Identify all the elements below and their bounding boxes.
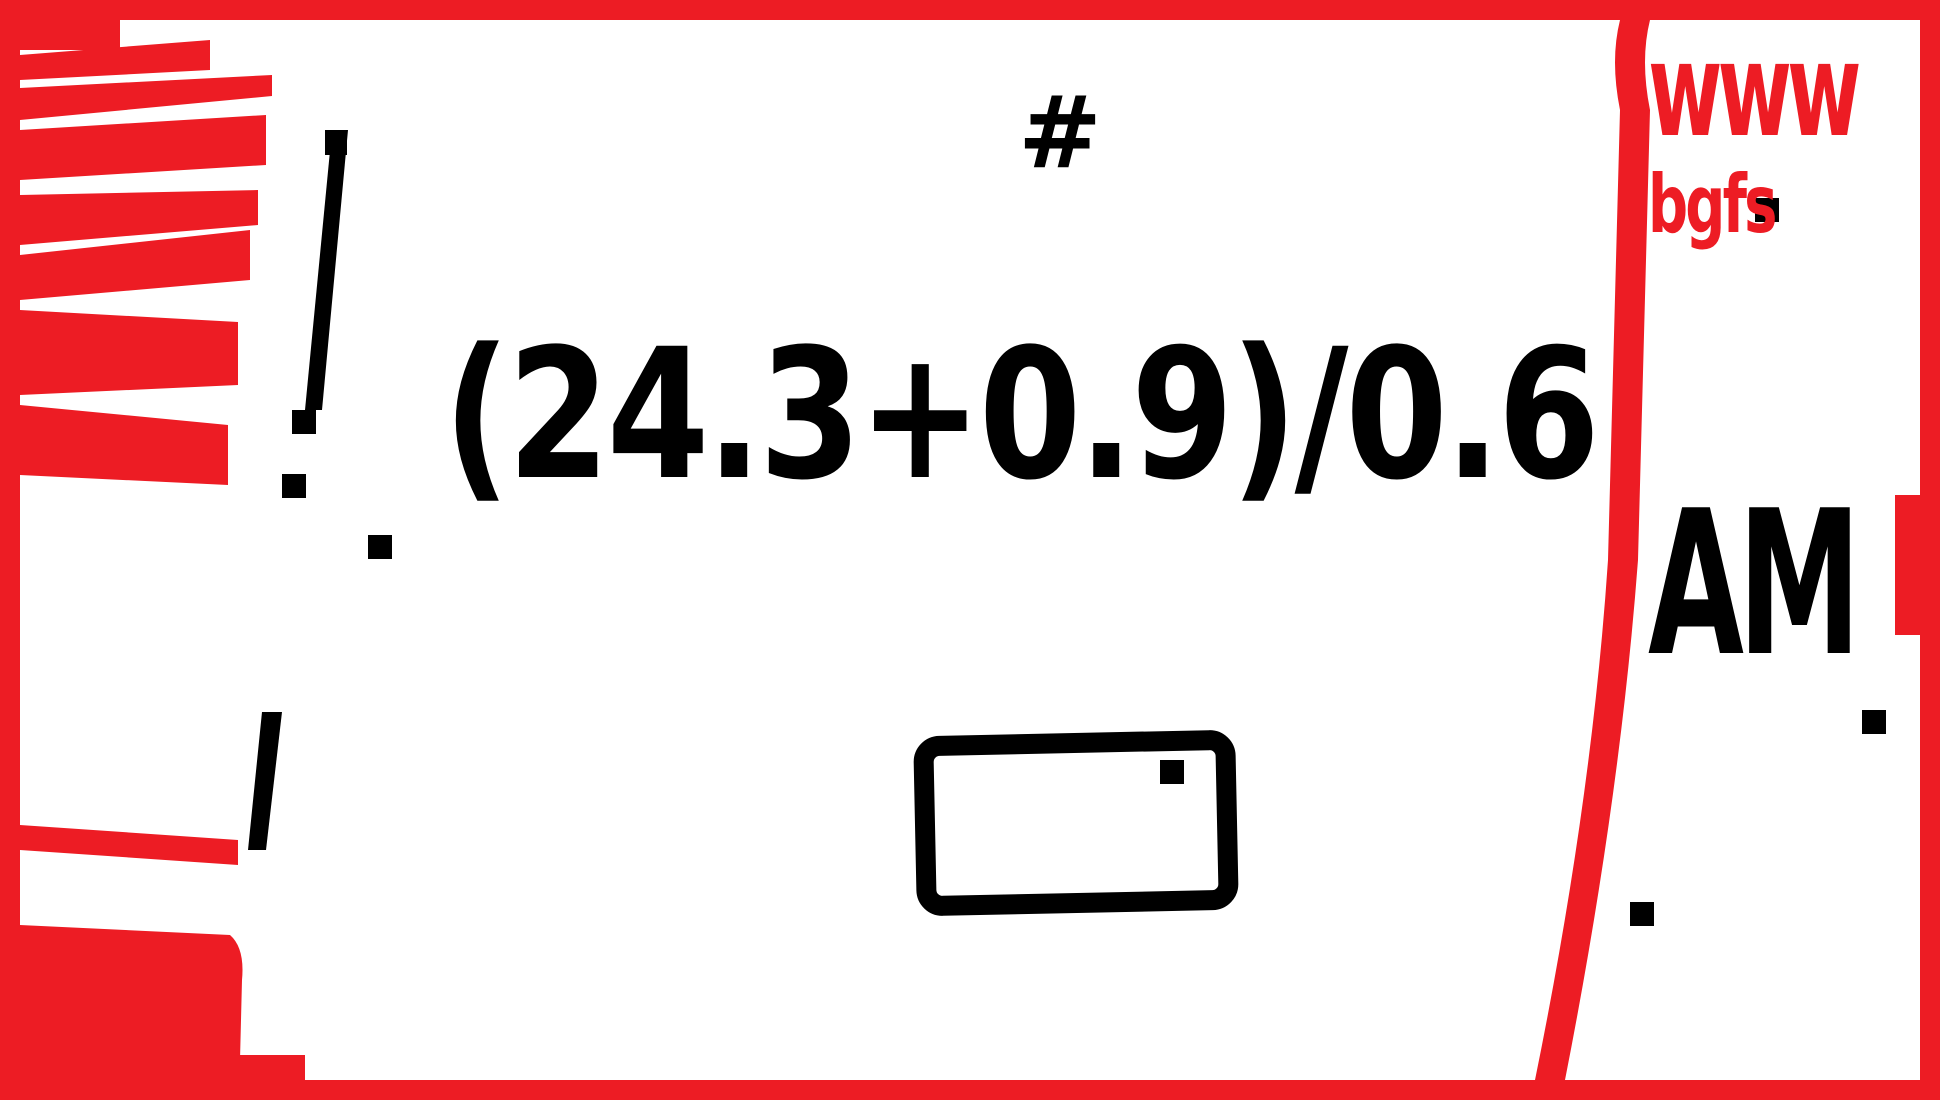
stripe (20, 20, 120, 50)
slash-mark (305, 130, 348, 410)
panel-edge (1895, 495, 1920, 635)
answer-input-box[interactable] (913, 730, 1239, 917)
right-title-line2: bgfs (1648, 158, 1775, 251)
stripe (20, 75, 272, 120)
dot (282, 474, 306, 498)
right-title-line1: www (1648, 20, 1857, 166)
bottom-left-label: ... (125, 1020, 165, 1060)
time-label: AM (1648, 468, 1855, 701)
stripe (20, 825, 238, 865)
question-marker: # (1018, 73, 1102, 191)
slash-mark (248, 712, 282, 850)
stripe (20, 115, 266, 180)
dot (292, 410, 316, 434)
dot (325, 130, 347, 155)
right-panel-header (1648, 20, 1918, 300)
dot (368, 535, 392, 559)
dot (1630, 902, 1654, 926)
left-red-stripes (20, 20, 305, 1085)
math-expression: (24.3+0.9)/0.6 (443, 310, 1597, 520)
dot (1862, 710, 1886, 734)
stripe (20, 405, 228, 485)
stripe (20, 310, 238, 395)
